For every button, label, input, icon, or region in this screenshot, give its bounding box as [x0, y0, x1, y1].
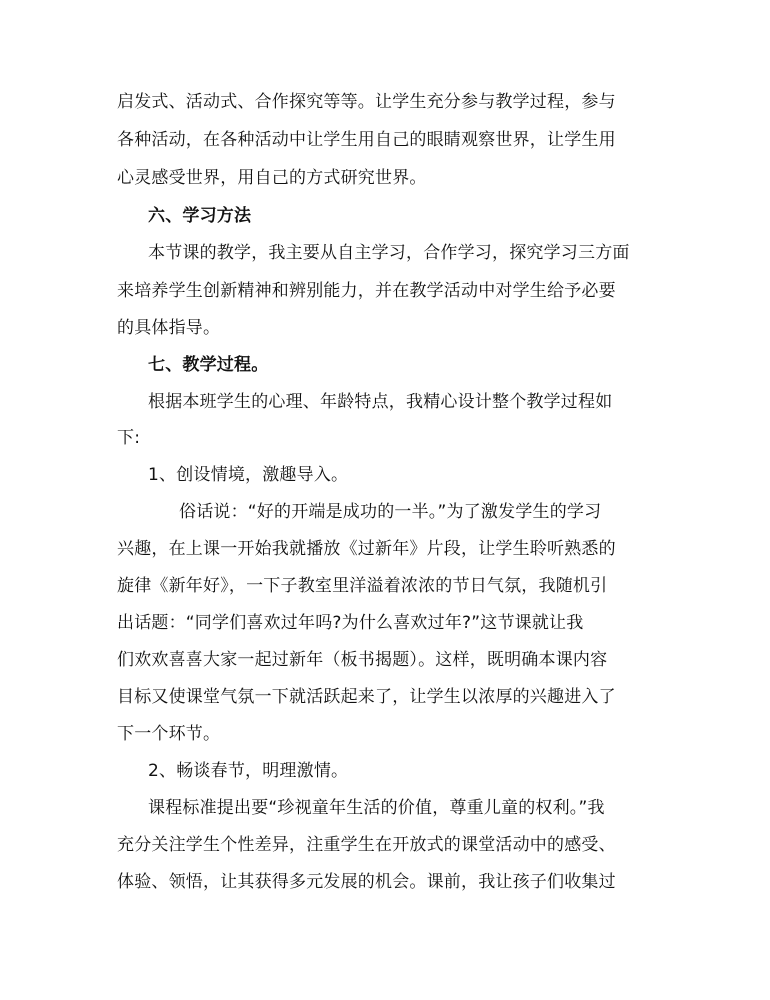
text-line: 启发式、活动式、合作探究等等。让学生充分参与教学过程，参与: [117, 92, 616, 112]
text-line: 兴趣，在上课一开始我就播放《过新年》片段，让学生聆听熟悉的: [117, 539, 616, 559]
text-line: 2、畅谈春节，明理激情。: [148, 761, 349, 781]
text-line: 的具体指导。: [117, 318, 221, 338]
text-line: 体验、领悟，让其获得多元发展的机会。课前，我让孩子们收集过: [117, 872, 616, 892]
section-heading: 七、教学过程。: [148, 355, 269, 375]
text-line: 俗话说：“好的开端是成功的一半。”为了激发学生的学习: [179, 502, 602, 522]
text-line: 出话题：“同学们喜欢过年吗?为什么喜欢过年?”这节课就让我: [117, 613, 584, 633]
text-line: 们欢欢喜喜大家一起过新年（板书揭题）。这样，既明确本课内容: [117, 650, 608, 670]
text-line: 充分关注学生个性差异，注重学生在开放式的课堂活动中的感受、: [117, 835, 616, 855]
text-line: 旋律《新年好》，一下子教室里洋溢着浓浓的节日气氛，我随机引: [117, 576, 608, 596]
text-line: 来培养学生创新精神和辨别能力，并在教学活动中对学生给予必要: [117, 281, 616, 301]
text-line: 心灵感受世界，用自己的方式研究世界。: [117, 168, 427, 188]
text-line: 本节课的教学，我主要从自主学习，合作学习，探究学习三方面: [148, 243, 630, 263]
text-line: 下:: [117, 428, 141, 448]
section-heading: 六、学习方法: [148, 206, 252, 226]
text-line: 目标又使课堂气氛一下就活跃起来了，让学生以浓厚的兴趣进入了: [117, 687, 616, 707]
text-line: 1、创设情境，激趣导入。: [148, 465, 349, 485]
text-line: 课程标准提出要“珍视童年生活的价值，尊重儿童的权利。”我: [148, 798, 605, 818]
text-line: 根据本班学生的心理、年龄特点，我精心设计整个教学过程如: [148, 392, 613, 412]
text-line: 各种活动，在各种活动中让学生用自己的眼睛观察世界，让学生用: [117, 130, 616, 150]
text-line: 下一个环节。: [117, 724, 221, 744]
